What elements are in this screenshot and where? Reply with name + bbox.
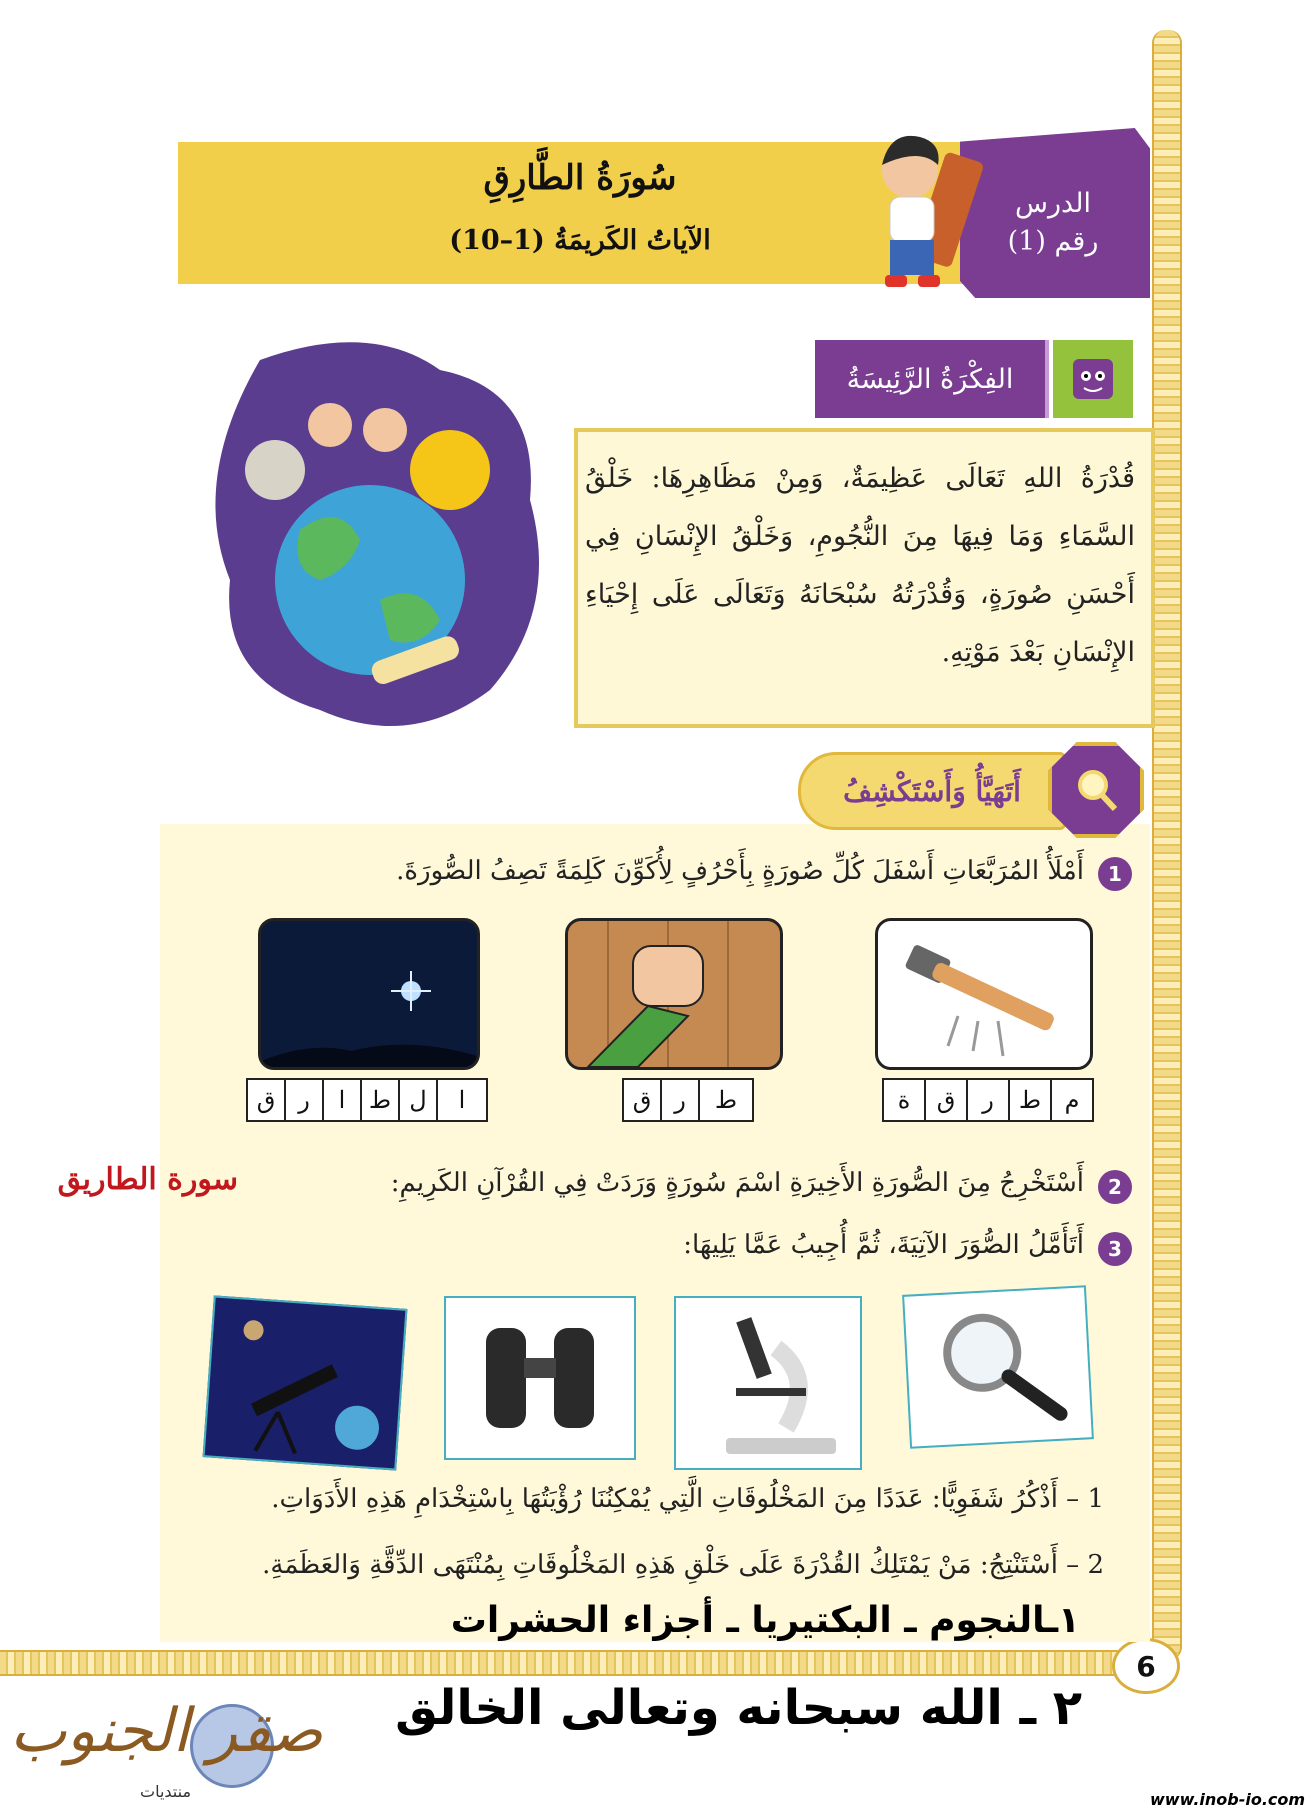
binoculars-icon — [446, 1298, 634, 1458]
telescope-icon — [205, 1298, 406, 1469]
knock-letters — [624, 1078, 754, 1122]
bottom-decorative-border — [0, 1650, 1120, 1676]
explore-banner: أَتَهَيَّأُ وَأَسْتَكْشِفُ — [798, 752, 1066, 830]
binoculars-picture — [444, 1296, 636, 1460]
lesson-number: رقم (1) — [1007, 226, 1099, 257]
question-2-number: 2 — [1098, 1170, 1132, 1204]
boy-mascot-icon — [860, 125, 1000, 305]
fist-icon — [568, 921, 780, 1067]
question-1-text: أَمْلَأُ المُرَبَّعَاتِ أَسْفَلَ كُلِّ صُورَةٍ بِأَحْرُفٍ لِأُكَوِّنَ كَلِمَةً تَصِفُ الصُّورَةَ. — [396, 856, 1084, 886]
letter-cell[interactable]: ط — [360, 1078, 400, 1122]
handwritten-answer-1: ١ـالنجوم ـ البكتيريا ـ أجزاء الحشرات — [450, 1600, 1080, 1641]
letter-cell[interactable]: ر — [284, 1078, 324, 1122]
magnifying-glass-icon — [904, 1287, 1092, 1446]
question-2-answer: سورة الطاريق — [57, 1162, 238, 1197]
hammer-letters — [884, 1078, 1094, 1122]
question-3-sub-1: 1 – أَذْكُرُ شَفَوِيًّا: عَدَدًا مِنَ المَخْلُوقَاتِ الَّتِي يُمْكِنُنَا رُؤْيَتُهَا بِاسْتِخْدَامِ هَذِهِ الأَدَوَاتِ. — [271, 1484, 1104, 1514]
main-idea-text: قُدْرَةُ اللهِ تَعَالَى عَظِيمَةٌ، وَمِنْ مَظَاهِرِهَا: خَلْقُ السَّمَاءِ وَمَا فِيهَا مِنَ النُّجُومِ، وَخَلْقُ الإِنْسَانِ فِي أَحْسَنِ صُورَةٍ، وَقُدْرَتُهُ سُبْحَانَهُ وَتَعَالَى عَلَى إِحْيَاءِ الإِنْسَانِ بَعْدَ مَوْتِهِ. — [585, 463, 1135, 668]
letter-cell[interactable]: ط — [698, 1078, 754, 1122]
star-icon — [261, 921, 477, 1067]
forum-logo: صقر الجنوب — [10, 1696, 323, 1766]
letter-cell[interactable]: ة — [882, 1078, 926, 1122]
earth-illustration-icon — [190, 330, 560, 750]
surah-title: سُورَةُ الطَّارِقِ — [483, 158, 677, 198]
main-idea-label: الفِكْرَةُ الرَّئِيسَةُ — [815, 340, 1049, 418]
letter-cell[interactable]: ق — [246, 1078, 286, 1122]
star-sky-picture — [258, 918, 480, 1070]
question-3-sub-2: 2 – أَسْتَنْتِجُ: مَنْ يَمْتَلِكُ القُدْرَةَ عَلَى خَلْقِ هَذِهِ المَخْلُوقَاتِ بِمُنْتَهَى الدِّقَّةِ وَالعَظَمَةِ. — [262, 1550, 1104, 1580]
letter-cell[interactable]: ل — [398, 1078, 438, 1122]
footer-url[interactable]: www.inob-io.com — [1150, 1790, 1306, 1809]
microscope-icon — [676, 1298, 860, 1468]
letter-cell[interactable]: ط — [1008, 1078, 1052, 1122]
letter-cell[interactable]: م — [1050, 1078, 1094, 1122]
star-letters — [248, 1078, 488, 1122]
verses-range: الآياتُ الكَريمَةُ (1–10) — [449, 225, 711, 256]
hammer-picture — [875, 918, 1093, 1070]
notebook-icon — [1053, 340, 1133, 418]
letter-cell[interactable]: ق — [924, 1078, 968, 1122]
magnifier-icon — [1048, 742, 1144, 838]
question-3-text: أَتَأَمَّلُ الصُّوَرَ الآتِيَةَ، ثُمَّ أُجِيبُ عَمَّا يَلِيهَا: — [683, 1230, 1084, 1260]
telescope-picture — [203, 1295, 408, 1470]
forum-logo-sub: منتديات — [140, 1782, 192, 1801]
handwritten-answer-2: ٢ ـ الله سبحانه وتعالى الخالق — [395, 1680, 1082, 1736]
letter-cell[interactable]: ا — [436, 1078, 488, 1122]
question-3-number: 3 — [1098, 1232, 1132, 1266]
letter-cell[interactable]: ق — [622, 1078, 662, 1122]
question-2-text: أَسْتَخْرِجُ مِنَ الصُّورَةِ الأَخِيرَةِ اسْمَ سُورَةٍ وَرَدَتْ فِي القُرْآنِ الكَرِيمِ: — [390, 1168, 1084, 1198]
hammer-icon — [878, 921, 1090, 1067]
microscope-picture — [674, 1296, 862, 1470]
question-1-number: 1 — [1098, 857, 1132, 891]
letter-cell[interactable]: ر — [660, 1078, 700, 1122]
lesson-label: الدرس — [1015, 188, 1091, 219]
right-decorative-border — [1152, 30, 1182, 1660]
letter-cell[interactable]: ر — [966, 1078, 1010, 1122]
magnifier-picture — [902, 1285, 1094, 1448]
letter-cell[interactable]: ا — [322, 1078, 362, 1122]
page-number: 6 — [1112, 1638, 1180, 1694]
knocking-door-picture — [565, 918, 783, 1070]
